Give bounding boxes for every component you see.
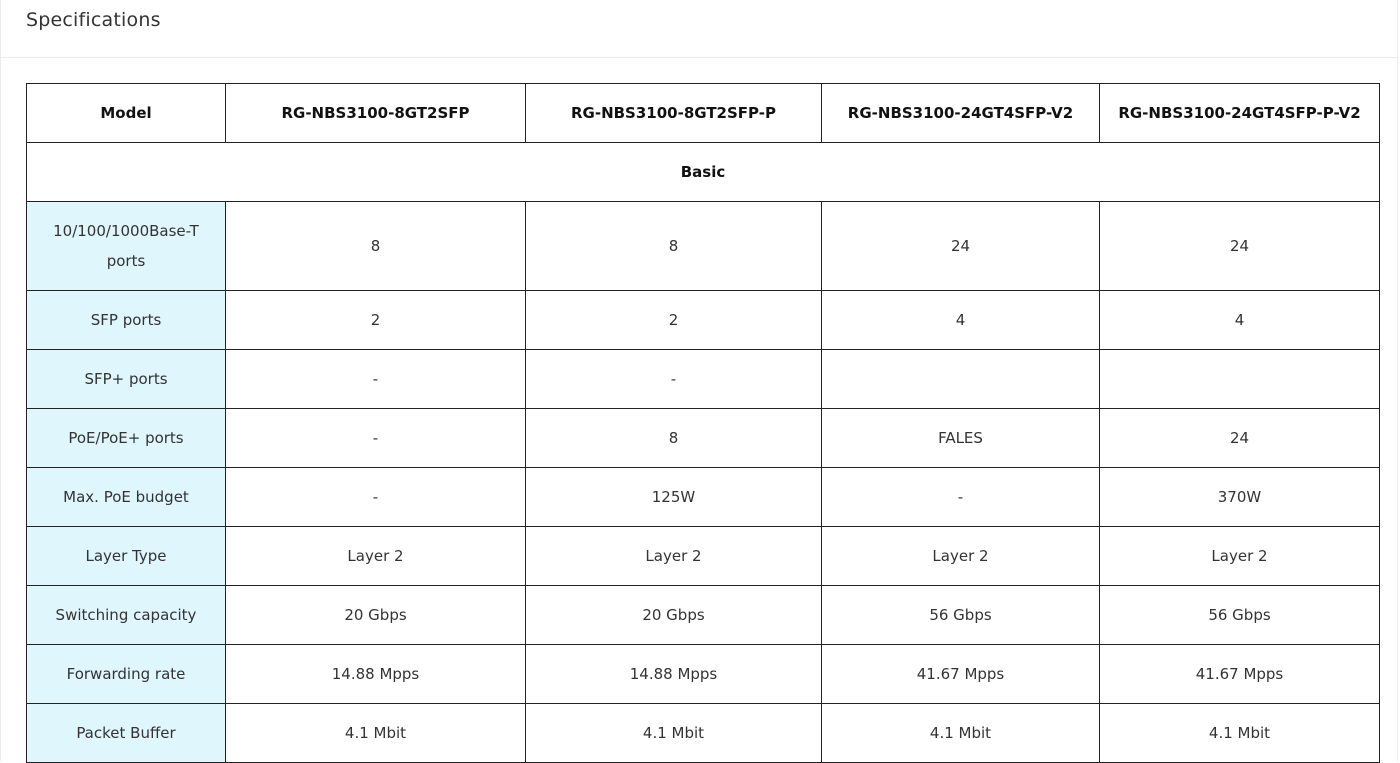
column-header-model-3: RG-NBS3100-24GT4SFP-V2 [822, 84, 1100, 143]
row-label: Packet Buffer [27, 704, 226, 763]
table-row [27, 704, 1380, 763]
table-cell: - [226, 350, 526, 409]
row-label: 10/100/1000Base-T ports [27, 202, 226, 291]
table-cell: 4.1 Mbit [1100, 704, 1380, 763]
table-cell [1100, 350, 1380, 409]
table-cell: 8 [526, 202, 822, 291]
table-cell: 8 [226, 202, 526, 291]
table-cell: 4 [1100, 291, 1380, 350]
column-header-model-1: RG-NBS3100-8GT2SFP [226, 84, 526, 143]
table-cell: Layer 2 [1100, 527, 1380, 586]
table-cell: 2 [226, 291, 526, 350]
table-cell: 24 [822, 202, 1100, 291]
row-label: SFP+ ports [27, 350, 226, 409]
row-label: Forwarding rate [27, 645, 226, 704]
table-row [27, 350, 1380, 409]
row-label: SFP ports [27, 291, 226, 350]
row-label: Max. PoE budget [27, 468, 226, 527]
table-cell: Layer 2 [822, 527, 1100, 586]
table-cell: 4.1 Mbit [822, 704, 1100, 763]
column-header-model: Model [27, 84, 226, 143]
table-header-row [27, 84, 1380, 143]
table-cell: FALES [822, 409, 1100, 468]
table-cell: 8 [526, 409, 822, 468]
table-cell: 41.67 Mpps [1100, 645, 1380, 704]
table-cell: 20 Gbps [526, 586, 822, 645]
table-cell: 4.1 Mbit [526, 704, 822, 763]
table-cell: Layer 2 [526, 527, 822, 586]
column-header-model-4: RG-NBS3100-24GT4SFP-P-V2 [1100, 84, 1380, 143]
table-row [27, 645, 1380, 704]
page-title: Specifications [26, 9, 161, 31]
table-row [27, 409, 1380, 468]
table-cell [822, 350, 1100, 409]
table-cell: 41.67 Mpps [822, 645, 1100, 704]
table-cell: 2 [526, 291, 822, 350]
table-cell: Layer 2 [226, 527, 526, 586]
table-cell: - [526, 350, 822, 409]
row-label: PoE/PoE+ ports [27, 409, 226, 468]
table-row [27, 202, 1380, 291]
table-cell: 125W [526, 468, 822, 527]
table-cell: - [226, 409, 526, 468]
table-cell: 14.88 Mpps [526, 645, 822, 704]
table-cell: 14.88 Mpps [226, 645, 526, 704]
table-row [27, 527, 1380, 586]
table-cell: 370W [1100, 468, 1380, 527]
table-cell: 20 Gbps [226, 586, 526, 645]
table-cell: - [822, 468, 1100, 527]
table-row [27, 291, 1380, 350]
section-row-basic [27, 143, 1380, 202]
row-label: Switching capacity [27, 586, 226, 645]
table-cell: 4.1 Mbit [226, 704, 526, 763]
row-label: Layer Type [27, 527, 226, 586]
table-cell: - [226, 468, 526, 527]
table-cell: 56 Gbps [822, 586, 1100, 645]
column-header-model-2: RG-NBS3100-8GT2SFP-P [526, 84, 822, 143]
table-row [27, 586, 1380, 645]
specifications-table [26, 83, 1380, 763]
table-cell: 4 [822, 291, 1100, 350]
table-cell: 24 [1100, 409, 1380, 468]
table-cell: 56 Gbps [1100, 586, 1380, 645]
table-row [27, 468, 1380, 527]
specifications-header [1, 0, 1399, 58]
table-cell: 24 [1100, 202, 1380, 291]
section-title: Basic [27, 143, 1380, 202]
